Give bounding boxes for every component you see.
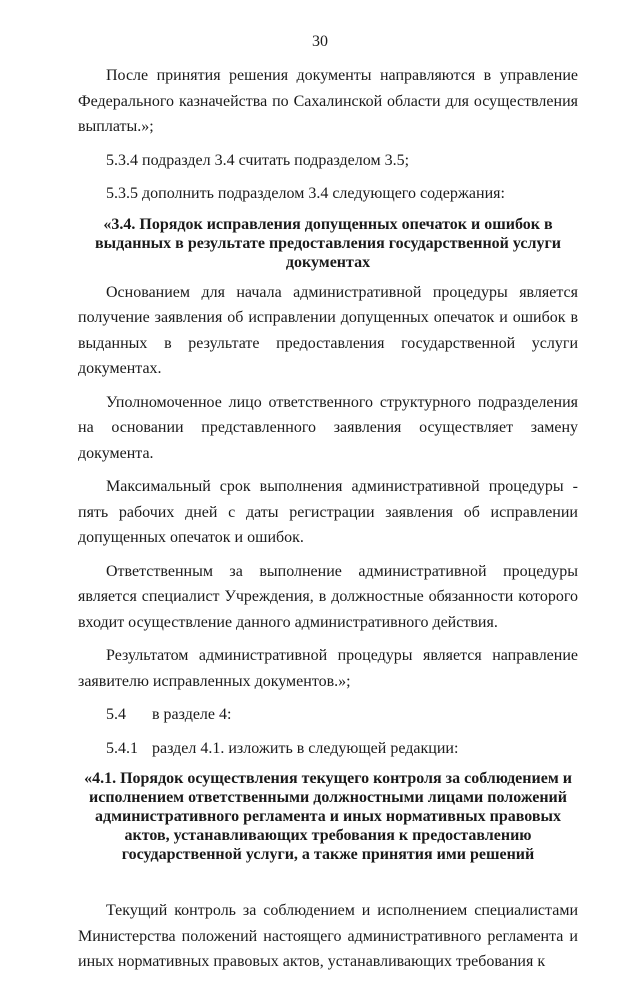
item-5-4	[78, 702, 578, 728]
item-text: раздел 4.1. изложить в следующей редакции:	[152, 739, 459, 757]
item-5-4-1	[78, 736, 578, 762]
paragraph-535: 5.3.5 дополнить подразделом 3.4 следующего содержания:	[106, 185, 505, 202]
paragraph-534: 5.3.4 подраздел 3.4 считать подразделом 3.5;	[106, 151, 410, 169]
paragraph-authorized-person: Уполномоченное лицо ответственного структурного подразделения на основании представленного заявления осуществляет замену документа.	[78, 393, 578, 462]
item-number: 5.4	[106, 706, 126, 723]
paragraph-result: Результатом административной процедуры является направление заявителю исправленных документов.»;	[78, 647, 578, 690]
paragraph-max-term: Максимальный срок выполнения административной процедуры - пять рабочих дней с даты регистрации заявления об исправлении допущенных опечаток и ошибок.	[78, 478, 578, 546]
heading-section-4-1: «4.1. Порядок осуществления текущего контроля за соблюдением и исполнением ответственными должностными лицами положений административного регламента и иных нормативных правовых актов, устанавливающих требования к предоставлению государственной услуги, а также принятия ими решений	[84, 770, 572, 863]
item-text: в разделе 4:	[152, 706, 232, 723]
paragraph-payment-referral: После принятия решения документы направляются в управление Федерального казначейства по Сахалинской области для осуществления выплаты.»;	[78, 67, 578, 135]
paragraph-basis: Основанием для начала административной процедуры является получение заявления об исправлении допущенных опечаток и ошибок в выданных в результате предоставления государственной услуги документах.	[78, 283, 578, 377]
heading-section-3-4: «3.4. Порядок исправления допущенных опечаток и ошибок в выданных в результате предоставления государственной услуги документах	[95, 215, 561, 271]
paragraph-current-control: Текущий контроль за соблюдением и исполнением специалистами Министерства положений настоящего административного регламента и иных нормативных правовых актов, устанавливающих требования к	[78, 902, 578, 970]
spacer	[78, 864, 578, 898]
item-number: 5.4.1	[106, 739, 138, 757]
document-body	[78, 63, 578, 983]
page-number: 30	[312, 33, 328, 50]
paragraph-responsible: Ответственным за выполнение административной процедуры является специалист Учреждения, в должностные обязанности которого входит осуществление данного административного действия.	[78, 562, 578, 631]
